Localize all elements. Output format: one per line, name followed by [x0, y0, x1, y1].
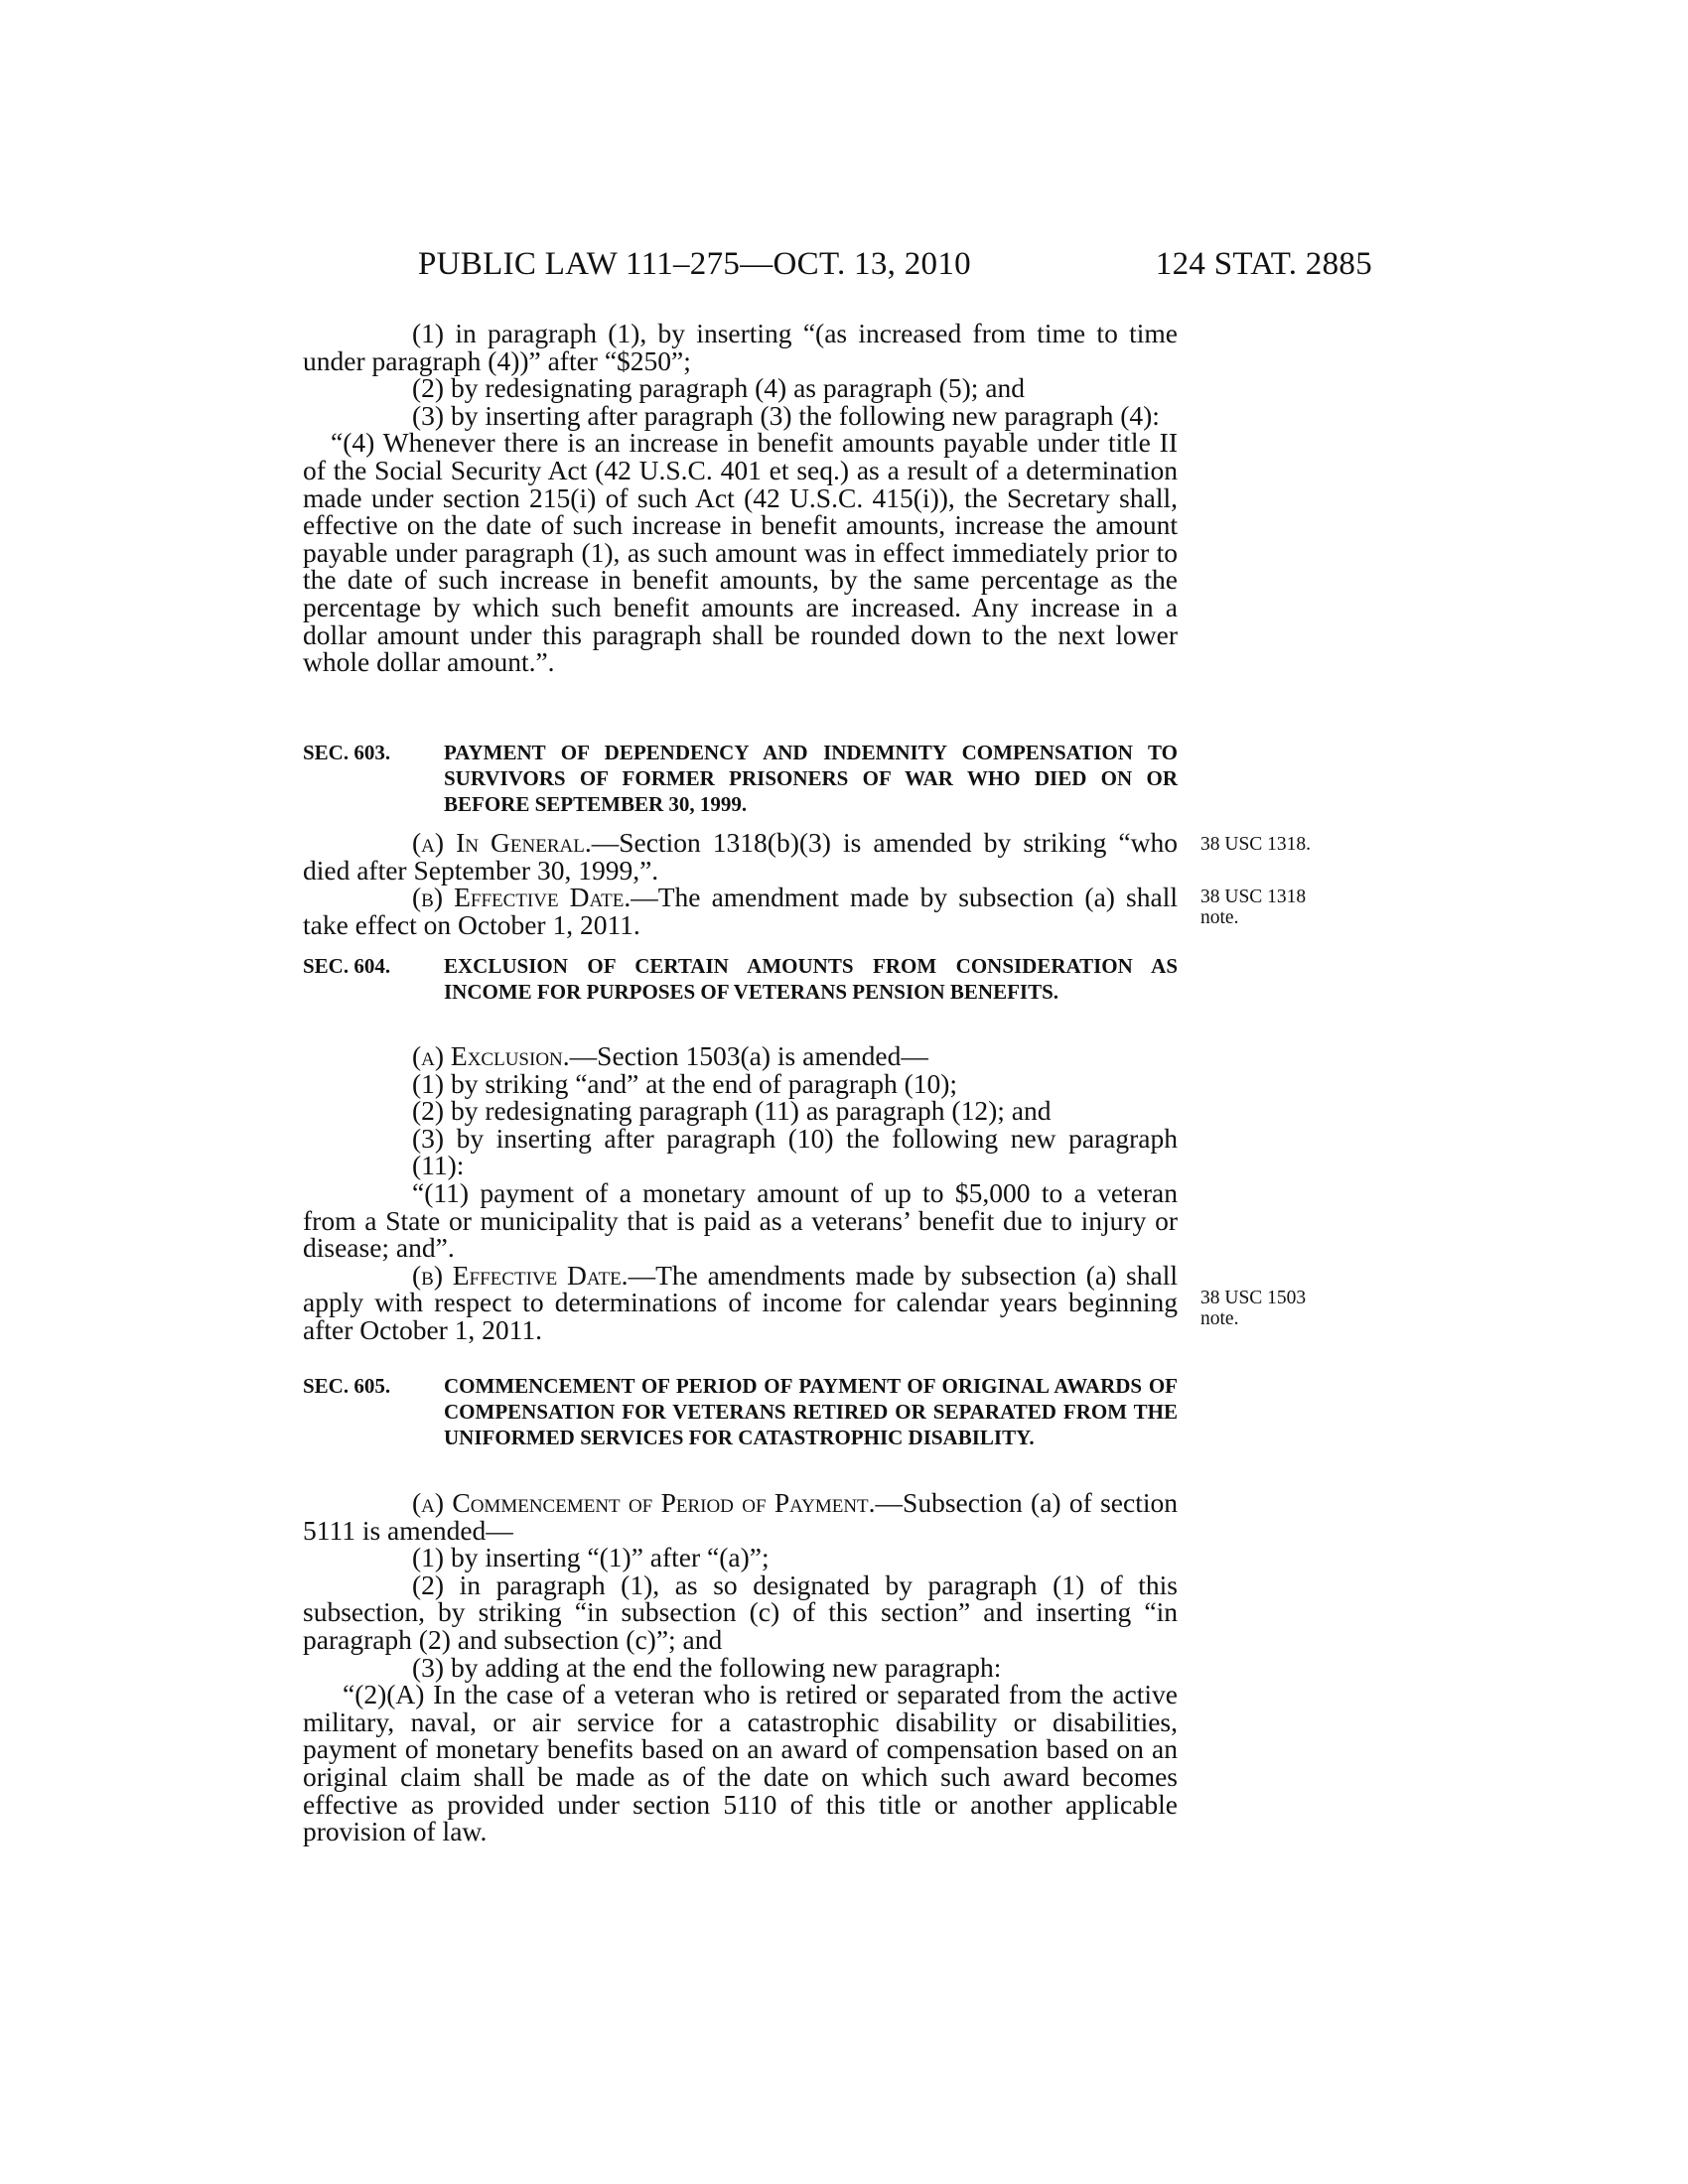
subsection-a-text: —Subsection (a) of section 5111 is amended— [303, 1487, 1178, 1546]
section-603-body [303, 829, 1178, 938]
paragraph-4-quoted: “(4) Whenever there is an increase in benefit amounts payable under title II of the Social Security Act (42 U.S.C. 401 et seq.) as a result of a determination made under section 215(i) of such Act (42 U.S.C. 415(i)), the Secretary shall, effective on the date of such increase in benefit amounts, increase the amount payable under paragraph (1), as such amount was in effect immediately prior to the date of such increase in benefit amounts, by the same percentage as the percentage by which such benefit amounts are increased. Any increase in a dollar amount under this paragraph shall be rounded down to the next lower whole dollar amount.”. [303, 427, 1178, 678]
paragraph-1: (1) in paragraph (1), by inserting “(as increased from time to time under paragraph (4))” after “$250”; [303, 318, 1178, 376]
margin-note-usc-1503-note: 38 USC 1503 note. [1200, 1288, 1307, 1329]
section-604-body [303, 1042, 1178, 1344]
paragraph-3: (3) by adding at the end the following new paragraph: [412, 1651, 1002, 1683]
section-title: COMMENCEMENT OF PERIOD OF PAYMENT OF ORIGINAL AWARDS OF COMPENSATION FOR VETERANS RETIRED OR SEPARATED FROM THE UNIFORMED SERVICES FOR CATASTROPHIC DISABILITY. [444, 1374, 1178, 1449]
subsection-a-heading: (a) In General. [412, 827, 592, 858]
paragraph-2: (2) in paragraph (1), as so designated by paragraph (1) of this subsection, by striking “in subsection (c) of this section” and inserting “in paragraph (2) and subsection (c)”; and [303, 1569, 1178, 1655]
section-number: SEC. 604. [303, 954, 391, 978]
subsection-a [303, 1042, 1178, 1070]
section-title: EXCLUSION OF CERTAIN AMOUNTS FROM CONSIDERATION AS INCOME FOR PURPOSES OF VETERANS PENSION BENEFITS. [444, 954, 1178, 1004]
section-number: SEC. 605. [303, 1374, 391, 1398]
subsection-b-heading: (b) Effective Date. [412, 1259, 629, 1291]
paragraph-1: (1) by inserting “(1)” after “(a)”; [412, 1542, 770, 1573]
paragraph-3: (3) by inserting after paragraph (10) the following new paragraph (11): [412, 1122, 1178, 1181]
section-603-heading [303, 740, 1178, 817]
paragraph-2a-quoted: “(2)(A) In the case of a veteran who is retired or separated from the active military, naval, or air service for a catastrophic disability or disabilities, payment of monetary benefits based on an award of compensation based on an original claim shall be made as of the date on which such award becomes effective as provided under section 5110 of this title or another applicable provision of law. [303, 1679, 1178, 1847]
subsection-a-text: —Section 1503(a) is amended— [569, 1040, 928, 1071]
subsection-b-text: —The amendments made by subsection (a) shall apply with respect to determinations of income for calendar years beginning after October 1, 2011. [303, 1259, 1178, 1345]
section-number: SEC. 603. [303, 741, 391, 764]
subsection-a [303, 829, 1178, 884]
running-header-title: PUBLIC LAW 111–275—OCT. 13, 2010 [418, 246, 971, 282]
paragraph-1: (1) by striking “and” at the end of paragraph (10); [412, 1067, 958, 1099]
subsection-b [303, 1259, 1178, 1345]
subsection-b-heading: (b) Effective Date. [412, 882, 632, 913]
running-header-stat-page: 124 STAT. 2885 [1155, 246, 1372, 282]
section-604-heading [303, 953, 1178, 1005]
section-title: PAYMENT OF DEPENDENCY AND INDEMNITY COMPENSATION TO SURVIVORS OF FORMER PRISONERS OF WAR WHO DIED ON OR BEFORE SEPTEMBER 30, 1999. [444, 741, 1178, 816]
paragraph-11-quoted: “(11) payment of a monetary amount of up to $5,000 to a veteran from a State or municipality that is paid as a veterans’ benefit due to injury or disease; and”. [303, 1176, 1178, 1264]
margin-note-usc-1318-note: 38 USC 1318 note. [1200, 887, 1307, 928]
subsection-a-heading: (a) Commencement of Period of Payment. [412, 1487, 876, 1518]
margin-note-usc-1318: 38 USC 1318. [1200, 834, 1312, 855]
paragraph-3: (3) by inserting after paragraph (3) the following new paragraph (4): [412, 399, 1160, 431]
amendment-block-1 [303, 320, 1178, 676]
paragraph-2: (2) by redesignating paragraph (11) as paragraph (12); and [412, 1095, 1052, 1127]
section-605-heading [303, 1373, 1178, 1450]
subsection-a-text: —Section 1318(b)(3) is amended by striking “who died after September 30, 1999,”. [303, 827, 1178, 886]
paragraph-2: (2) by redesignating paragraph (4) as paragraph (5); and [412, 372, 1025, 404]
subsection-b-text: —The amendment made by subsection (a) shall take effect on October 1, 2011. [303, 882, 1178, 940]
subsection-b [303, 884, 1178, 938]
section-605-body [303, 1489, 1178, 1845]
subsection-a-heading: (a) Exclusion. [412, 1040, 570, 1071]
subsection-a [303, 1489, 1178, 1544]
